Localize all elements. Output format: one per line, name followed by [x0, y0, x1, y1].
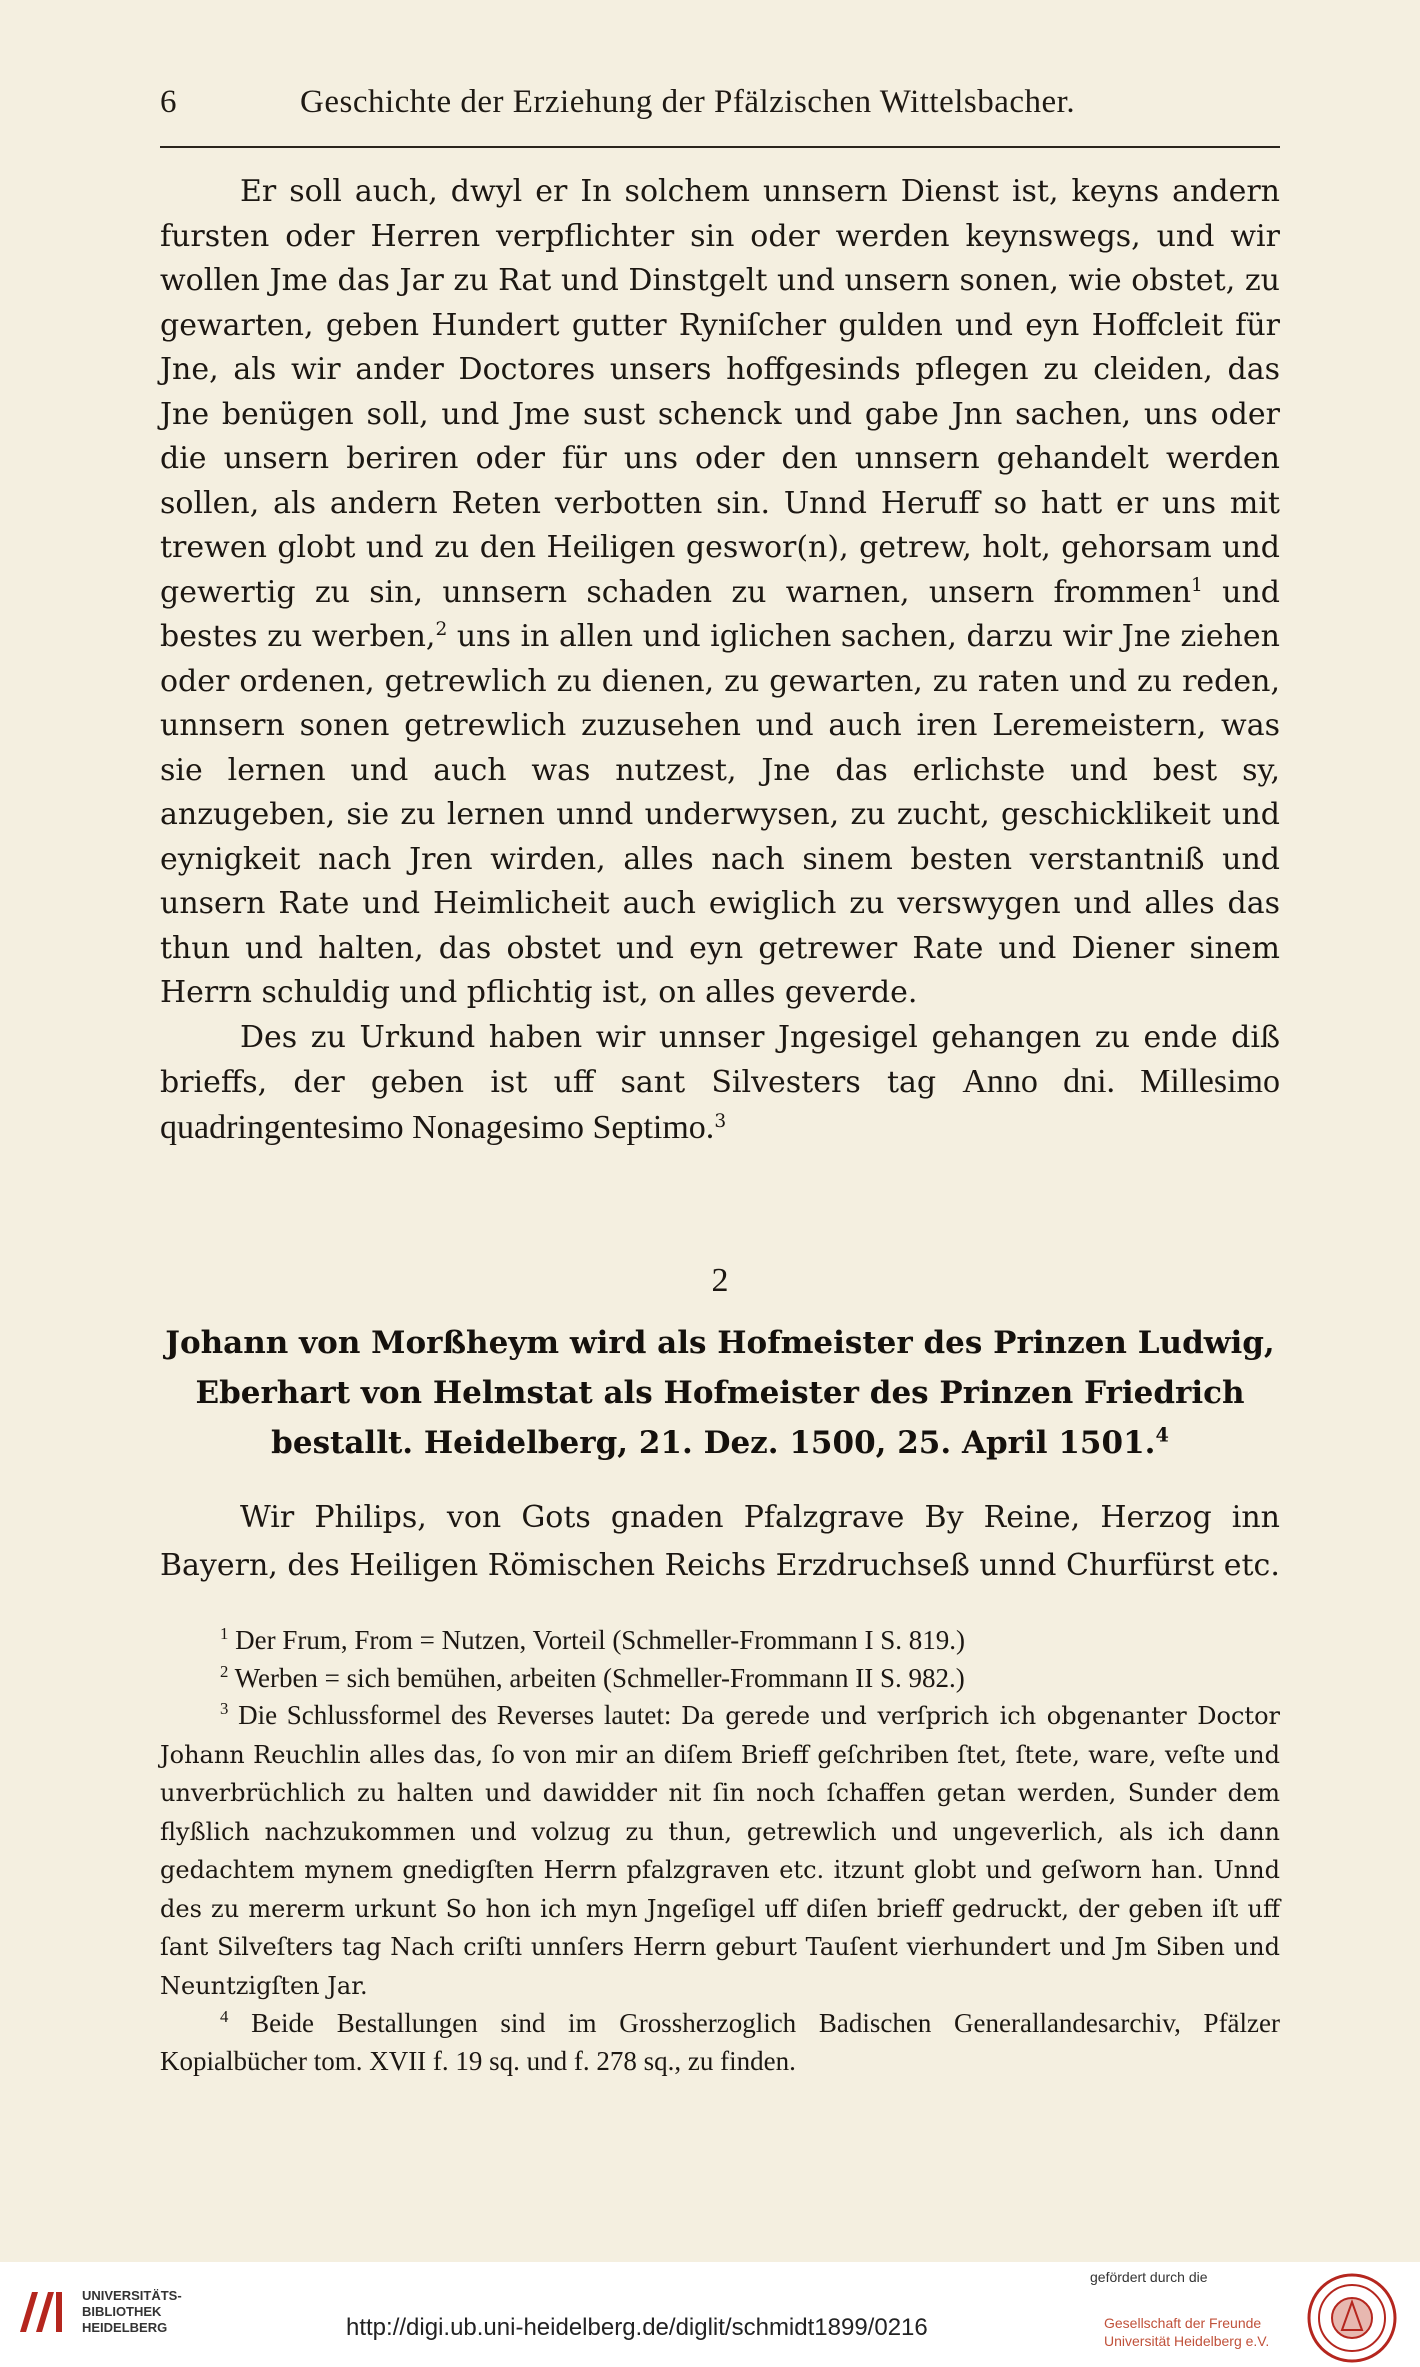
section-text: Wir Philips, von Gots gnaden Pfalzgrave By Reine, Herzog inn Bayern, des Heiligen Römischen Reichs Erzdruchseß unnd Churfürst etc. — [160, 1500, 1280, 1583]
main-text — [160, 170, 1280, 1151]
footnote-ref-2: 2 — [435, 619, 448, 640]
page-number: 6 — [160, 84, 177, 120]
section-heading: Johann von Morßheym wird als Hofmeister des Prinzen Ludwig, Eberhart von Helmstat als Hofmeister des Prinzen Friedrich bestallt. Heidelberg, 21. Dez. 1500, 25. April 1501.$^4$ — [165, 1325, 1275, 1461]
header-rule — [160, 146, 1280, 148]
footnotes — [160, 1622, 1280, 2080]
running-header — [160, 84, 1280, 140]
footnote-ref-3: 3 — [714, 1110, 727, 1132]
library-name: UNIVERSITÄTS- BIBLIOTHEK HEIDELBERG — [82, 2288, 182, 2335]
running-title: Geschichte der Erziehung der Pfälzischen Wittelsbacher. — [300, 84, 1076, 120]
footnote-ref-1: 1 — [1191, 574, 1203, 596]
section-number: 2 — [711, 1262, 729, 1299]
sponsor-block — [1090, 2268, 1290, 2349]
university-seal-icon — [1306, 2272, 1398, 2364]
paragraph-1: Er soll auch, dwyl er In solchem unnsern Dienst ist, keyns andern fursten oder Herren verpflichter sin oder werden keynswegs, und wir wollen Jme das Jar zu Rat und Dinstgelt und unsern sonen, wie obstet, zu gewarten, geben Hundert gutter Ryniſcher gulden und eyn Hoffcleit für Jne, als wir ander Doctores unsers hoffgesinds pflegen zu cleiden, das Jne benügen soll, und Jme sust schenck und gabe Jnn sachen, uns oder die unsern beriren oder für uns oder den unnsern gehandelt werden sollen, als andern Reten verbotten sin. Unnd Heruff so hatt er uns mit trewen globt und zu den Heiligen geswor(n), getrew, holt, gehorsam und gewertig zu sin, unnsern schaden zu warnen, unsern frommen$^1$ und bestes zu werben,$^2$ uns in allen und iglichen sachen, darzu wir Jne ziehen oder ordenen, getrewlich zu dienen, zu gewarten, zu raten und zu reden, unnsern sonen getrewlich zuzusehen und auch iren Leremeistern, was sie lernen und auch was nutzest, Jne das erlichste und best sy, anzugeben, sie zu lernen unnd underwysen, zu zucht, geschicklikeit und eynigkeit nach Jren wirden, alles nach sinem besten verstantniß und unsern Rate und Heimlicheit auch ewiglich zu verswygen und alles das thun und halten, das obstet und eyn getrewer Rate und Diener sinem Herrn schuldig und pflichtig ist, on alles geverde. — [160, 174, 1281, 1010]
paragraph-2: Des zu Urkund haben wir unnser Jngesigel gehangen zu ende diß brieffs, der geben ist uff sant Silvesters tag Anno dni. Millesimo quadringentesimo Nonagesimo Septimo.$^3$ — [160, 1019, 1280, 1146]
footnote-3: $^3$ Die Schlussformel des Reverses lautet: Da gerede und verſprich ich obgenanter Doctor Johann Reuchlin alles das, ſo von mir an diſem Brieff geſchriben ſtet, ſtete, ware, veſte und unverbrüchlich zu halten und dawidder nit ſin noch ſchaffen getan werden, Sunder dem flyßlich nachzukommen und volzug zu thun, getrewlich und ungeverlich, als ich dann gedachtem mynem gnedigſten Herrn pfalzgraven etc. itzunt globt und geſworn han. Unnd des zu mererm urkunt So hon ich myn Jngeſigel uff diſen brieff gedruckt, der geben iſt uff ſant Silveſters tag Nach criſti unnſers Herrn geburt Tauſent vierhundert und Jm Siben und Neuntzigſten Jar. — [160, 1699, 1280, 2000]
library-logo-icon — [12, 2282, 74, 2344]
sponsor-organization: Gesellschaft der Freunde Universität Heidelberg e.V. — [1104, 2315, 1270, 2349]
sponsor-label: gefördert durch die — [1090, 2269, 1208, 2285]
footnote-1: $^1$ Der Frum, From = Nutzen, Vorteil (Schmeller-Frommann I S. 819.) — [220, 1624, 965, 1655]
footer-bar — [0, 2262, 1420, 2367]
footnote-ref-4: 4 — [1155, 1423, 1169, 1447]
footnote-2: $^2$ Werben = sich bemühen, arbeiten (Schmeller-Frommann II S. 982.) — [220, 1661, 965, 1693]
footnote-4: $^4$ Beide Bestallungen sind im Grossherzoglich Badischen Generallandesarchiv, Pfälzer Kopialbücher tom. XVII f. 19 sq. und f. 278 sq., zu finden. — [160, 2007, 1281, 2076]
latin-date: Anno dni. Millesimo quadringentesimo Nonagesimo Septimo. — [160, 1063, 1280, 1146]
page-url-link[interactable]: http://digi.ub.uni-heidelberg.de/diglit/schmidt1899/0216 — [346, 2314, 928, 2341]
